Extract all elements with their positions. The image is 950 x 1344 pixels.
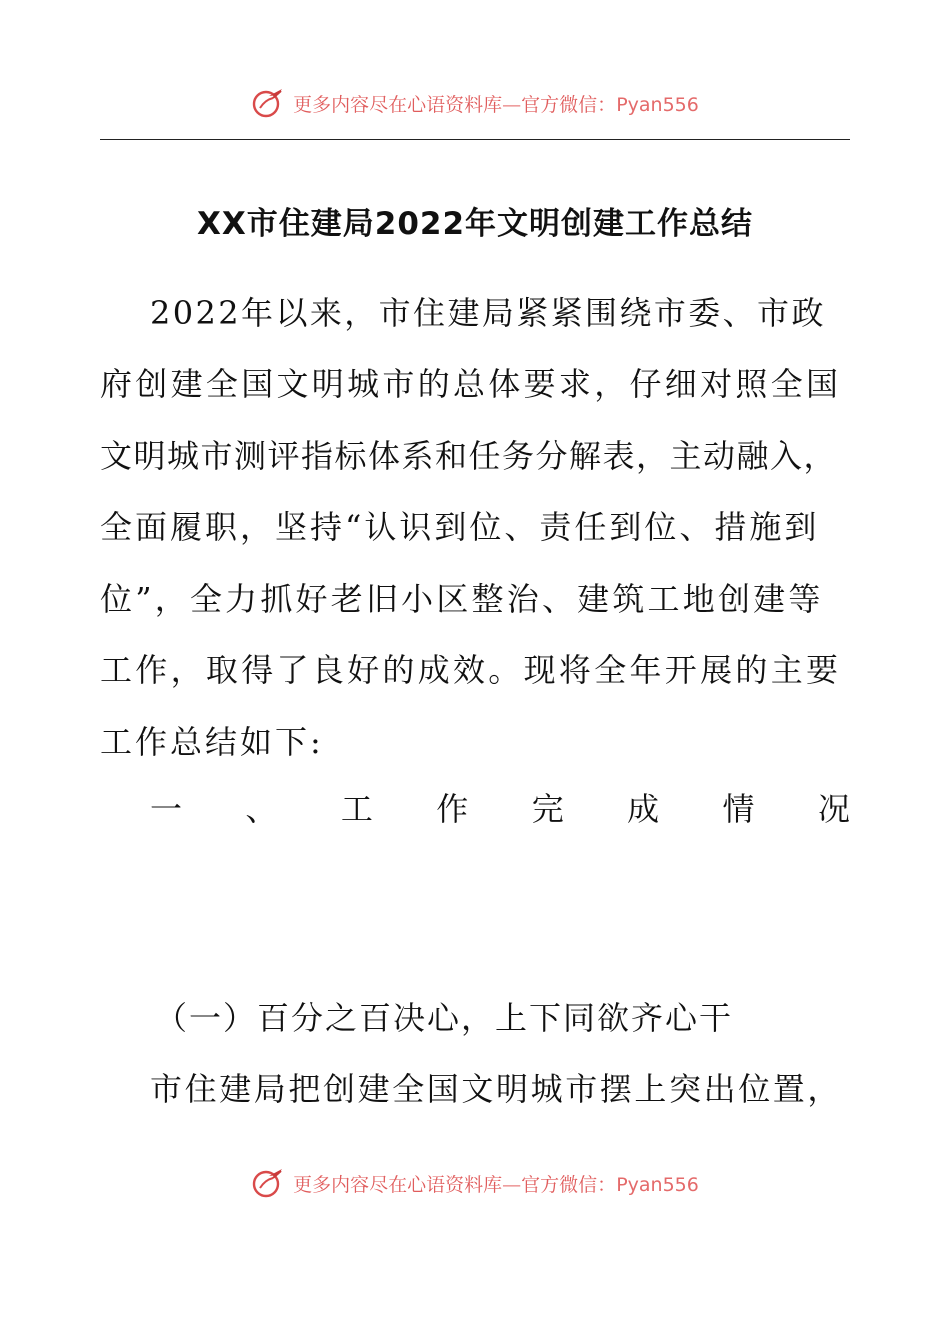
header-watermark — [0, 86, 950, 120]
section-heading-char: 况 — [817, 790, 850, 828]
watermark-separator: — — [502, 93, 522, 116]
paragraph2-line-1: 市住建局把创建全国文明城市摆上突出位置， — [150, 1070, 843, 1108]
document-title: XX市住建局2022年文明创建工作总结 — [196, 206, 754, 242]
pen-logo-icon — [251, 86, 285, 120]
paragraph-line-3: 文明城市测评指标体系和任务分解表，主动融入， — [100, 437, 838, 475]
paragraph-line-6: 工作，取得了良好的成效。现将全年开展的主要 — [100, 651, 842, 689]
watermark-label: 官方微信： — [521, 1173, 617, 1196]
watermark-separator: — — [502, 1173, 522, 1196]
footer-watermark — [0, 1166, 950, 1200]
watermark-text: 更多内容尽在心语资料库 — [293, 93, 503, 116]
section-heading-char: 作 — [436, 790, 469, 828]
paragraph-line-4: 全面履职，坚持“认识到位、责任到位、措施到 — [100, 508, 820, 546]
paragraph-line-5: 位”，全力抓好老旧小区整治、建筑工地创建等 — [100, 580, 824, 618]
section-heading-char: 工 — [340, 790, 373, 828]
watermark-wechat-id: Pyan556 — [616, 93, 699, 116]
watermark-label: 官方微信： — [521, 93, 617, 116]
paragraph-line-7: 工作总结如下: — [100, 723, 324, 761]
section-heading-char: 情 — [722, 790, 755, 828]
paragraph-line-2: 府创建全国文明城市的总体要求，仔细对照全国 — [100, 365, 842, 403]
section-heading-char: 、 — [245, 790, 278, 828]
section-heading-char: 一 — [150, 790, 183, 828]
pen-logo-icon — [251, 1166, 285, 1200]
sub-heading: （一）百分之百决心，上下同欲齐心干 — [155, 999, 734, 1037]
header-divider — [100, 139, 850, 140]
watermark-text: 更多内容尽在心语资料库 — [293, 1173, 503, 1196]
section-heading-char: 成 — [627, 790, 660, 828]
watermark-wechat-id: Pyan556 — [616, 1173, 699, 1196]
paragraph-line-1: 2022年以来，市住建局紧紧围绕市委、市政 — [150, 294, 826, 332]
section-heading-char: 完 — [531, 790, 564, 828]
section-heading — [150, 789, 850, 829]
